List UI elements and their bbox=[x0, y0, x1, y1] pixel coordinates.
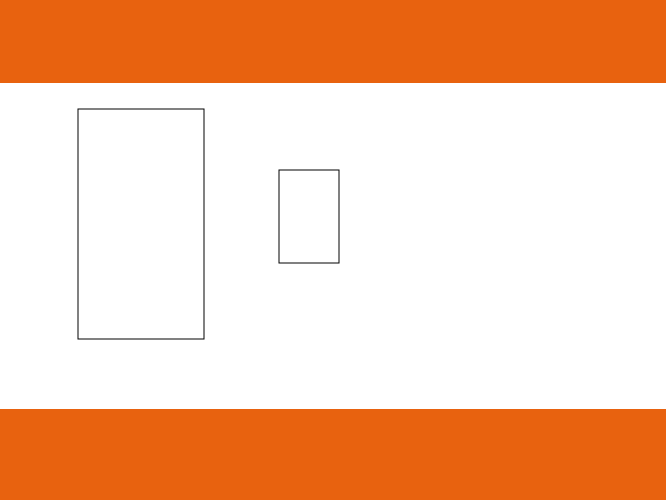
top-orange-band bbox=[0, 0, 666, 83]
schematic-drawing bbox=[0, 83, 666, 409]
uln2003-driver bbox=[279, 170, 339, 263]
bottom-orange-band bbox=[0, 409, 666, 500]
schematic-sheet bbox=[0, 83, 666, 409]
pro-mini-mcu bbox=[78, 109, 204, 339]
